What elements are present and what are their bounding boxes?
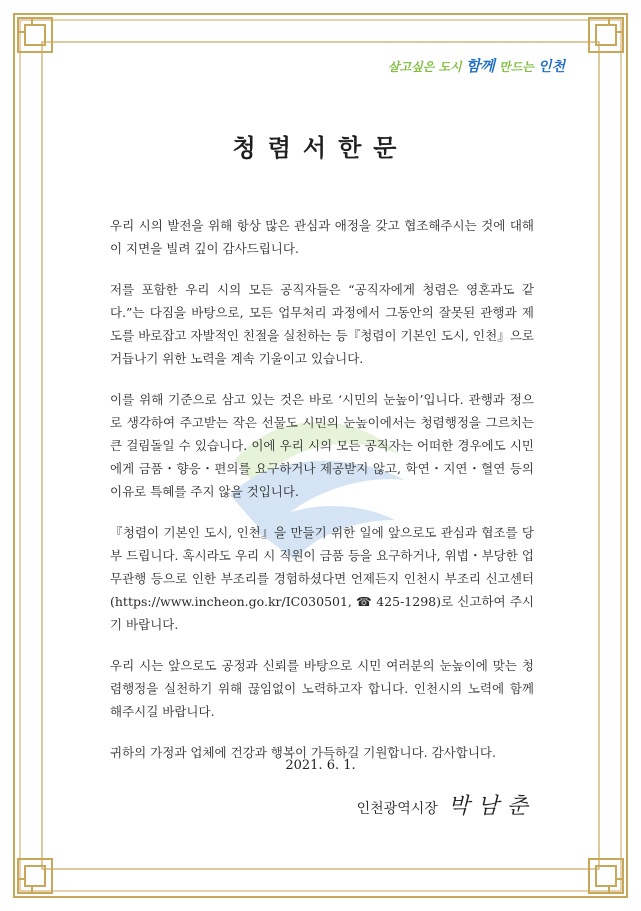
signature: 박남춘 <box>448 794 536 819</box>
city-slogan-logo <box>388 55 565 76</box>
corner-ornament-bl <box>18 859 52 893</box>
logo-text-2: 함께 <box>465 57 495 75</box>
corner-ornament-tr <box>589 18 623 52</box>
signer-block <box>357 789 536 820</box>
letter-title: 청렴서한문 <box>232 133 409 162</box>
paragraph-4: 『청렴이 기본인 도시, 인천』을 만들기 위한 일에 앞으로도 관심과 협조를 당부 드립니다. 혹시라도 우리 시 직원이 금품 등을 요구하거나, 위법・부당한 업무관행 등으로 인한 부조리를 경험하셨다면 언제든지 인천시 부조리 신고센터(https://www.incheon.go.kr/IC030501, ☎ 425-1298)로 신고하여 주시기 바랍니다. <box>110 525 534 632</box>
logo-text-3: 만드는 <box>494 60 538 74</box>
logo-text-1: 살고싶은 도시 <box>387 60 466 74</box>
paragraph-6: 귀하의 가정과 업체에 건강과 행복이 가득하길 기원합니다. 감사합니다. <box>110 745 496 760</box>
corner-ornament-br <box>589 859 623 893</box>
paragraph-3: 이를 위해 기준으로 삼고 있는 것은 바로 ‘시민의 눈높이’입니다. 관행과 정으로 생각하여 주고받는 작은 선물도 시민의 눈높이에서는 청렴행정을 그르치는 큰 걸림돌일 수 있습니다. 이에 우리 시의 모든 공직자는 어떠한 경우에도 시민에게 금품・향응・편의를 요구하거나 제공받지 않고, 학연・지연・혈연 등의 이유로 특혜를 주지 않을 것입니다. <box>110 392 534 499</box>
paragraph-5: 우리 시는 앞으로도 공정과 신뢰를 바탕으로 시민 여러분의 눈높이에 맞는 청렴행정을 실천하기 위해 끊임없이 노력하고자 합니다. 인천시의 노력에 함께 해주시길 바랍니다. <box>110 658 534 719</box>
paragraph-1: 우리 시의 발전을 위해 항상 많은 관심과 애정을 갖고 협조해주시는 것에 대해 이 지면을 빌려 깊이 감사드립니다. <box>110 218 534 256</box>
paragraph-2: 저를 포함한 우리 시의 모든 공직자들은 “공직자에게 청렴은 영혼과도 같다.”는 다짐을 바탕으로, 모든 업무처리 과정에서 그동안의 잘못된 관행과 제도를 바로잡고 자발적인 친절을 실천하는 등『청렴이 기본인 도시, 인천』으로 거듭나기 위한 노력을 계속 기울이고 있습니다. <box>110 282 534 366</box>
letter-date: 2021. 6. 1. <box>285 758 356 773</box>
signer-title: 인천광역시장 <box>356 801 438 817</box>
corner-ornament-tl <box>18 18 52 52</box>
letter-body <box>110 214 534 782</box>
logo-text-4: 인천 <box>537 59 565 75</box>
